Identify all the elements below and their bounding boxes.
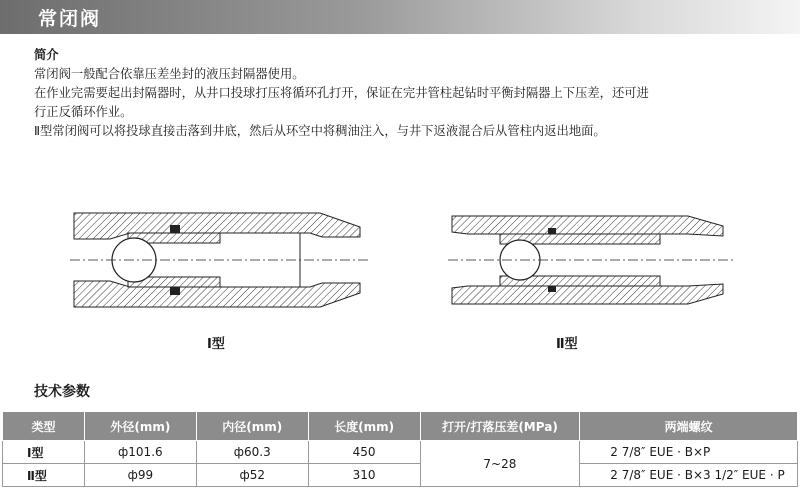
table-row (3, 441, 798, 464)
cell-type: Ⅱ型 (3, 464, 85, 487)
cell-od: ф101.6 (84, 441, 196, 464)
cell-thread: 2 7/8″ EUE · B×P (580, 441, 798, 464)
col-header-length: 长度(mm) (308, 412, 420, 441)
col-header-pressure: 打开/打落压差(MPa) (420, 412, 580, 441)
col-header-type: 类型 (3, 412, 85, 441)
cell-length: 450 (308, 441, 420, 464)
valve-type1-drawing (70, 205, 380, 315)
header-banner (0, 0, 800, 34)
figure-caption-type2: Ⅱ型 (556, 337, 578, 352)
col-header-id: 内径(mm) (196, 412, 308, 441)
cell-id: ф60.3 (196, 441, 308, 464)
params-heading: 技术参数 (34, 384, 90, 400)
col-header-thread: 两端螺纹 (580, 412, 798, 441)
cell-length: 310 (308, 464, 420, 487)
intro-line: 行正反循环作业。 (34, 105, 133, 119)
table-row (3, 464, 798, 487)
spec-table (2, 411, 798, 487)
valve-type2-drawing (448, 210, 738, 310)
cell-thread: 2 7/8″ EUE · B×3 1/2″ EUE · P (580, 464, 798, 487)
cell-od: ф99 (84, 464, 196, 487)
intro-line: 常闭阀一般配合依靠压差坐封的液压封隔器使用。 (34, 67, 305, 81)
cell-pressure: 7~28 (420, 441, 580, 487)
intro-line: Ⅱ型常闭阀可以将投球直接击落到井底，然后从环空中将稠油注入，与井下返液混合后从管柱内返出地面。 (34, 124, 606, 138)
intro-heading: 简介 (34, 48, 59, 62)
cell-type: Ⅰ型 (3, 441, 85, 464)
page-title: 常闭阀 (38, 8, 102, 30)
col-header-od: 外径(mm) (84, 412, 196, 441)
cell-id: ф52 (196, 464, 308, 487)
figure-caption-type1: Ⅰ型 (207, 337, 225, 352)
intro-line: 在作业完需要起出封隔器时，从井口投球打压将循环孔打开，保证在完井管柱起钻时平衡封隔器上下压差，还可进 (34, 86, 649, 100)
intro-section (34, 46, 794, 141)
table-header-row (3, 412, 798, 441)
